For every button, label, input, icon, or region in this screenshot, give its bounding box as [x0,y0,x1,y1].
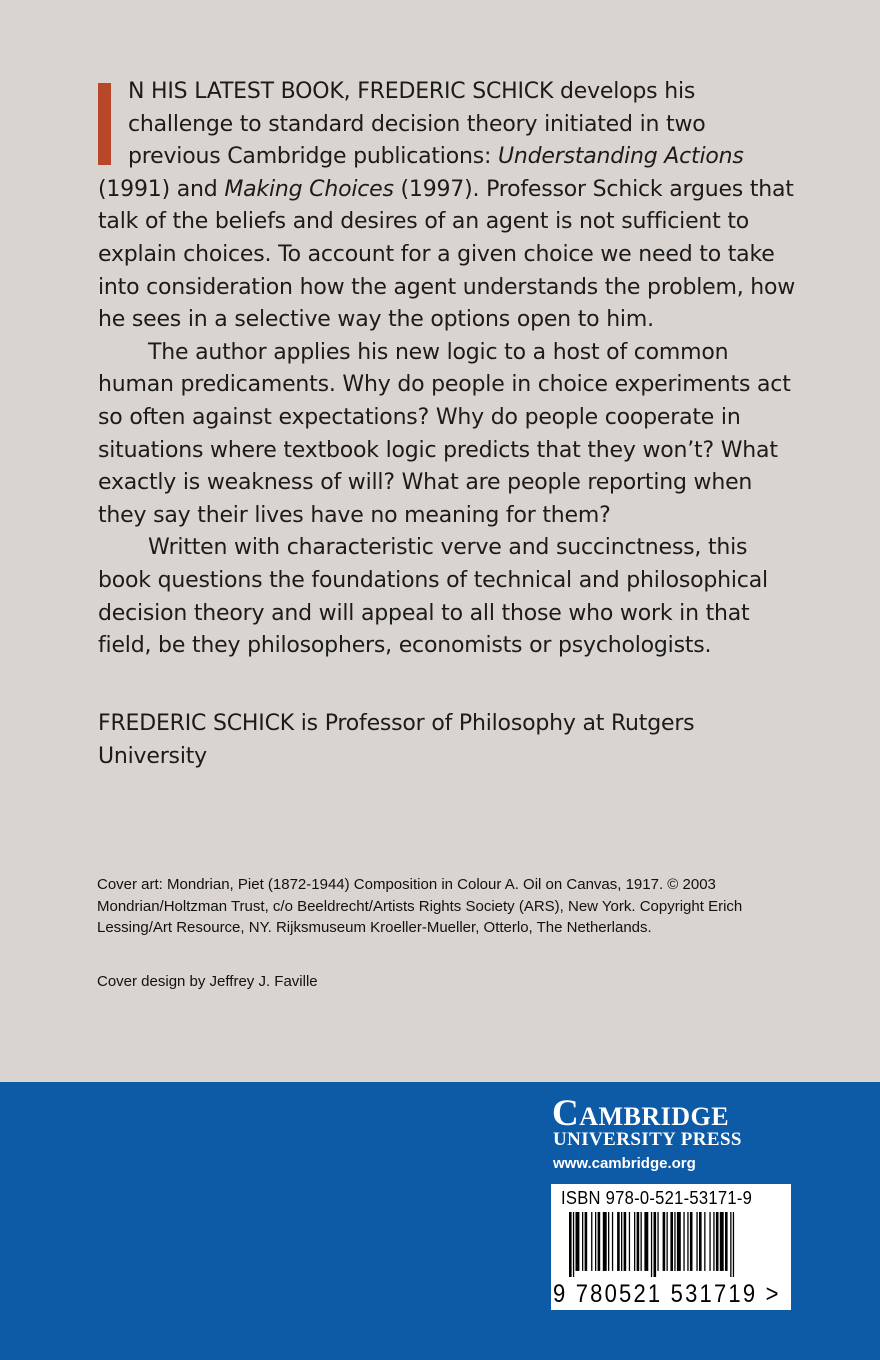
barcode-bar [709,1212,710,1271]
book-title-understanding-actions: Understanding Actions [498,144,744,170]
barcode-bar [690,1212,693,1271]
p1-line-4: (1991) and [98,176,225,202]
barcode-bar [720,1212,724,1271]
barcode-bar [641,1212,642,1271]
barcode-bar [569,1212,572,1277]
paragraph-1 [98,76,798,337]
barcode-bar [634,1212,635,1271]
cover-art-credits: Cover art: Mondrian, Piet (1872-1944) Composition in Colour A. Oil on Canvas, 1917. © 2003 Mondrian/Holtzman Trust, c/o Beeldrecht/Artists Rights Society (ARS), New York. Copyright Erich Lessing/Art Resource, NY. Rijksmuseum Kroeller-Mueller, Otterlo, The Netherlands. [97,876,743,936]
book-title-making-choices: Making Choices [224,176,394,202]
paragraph-2: The author applies his new logic to a host of common human predicaments. Why do people in choice experiments act so often against expectations? Why do people cooperate in situations where textbook logic predicts that they won’t? What exactly is weakness of will? What are people reporting when they say their lives have no meaning for them? [98,339,791,528]
barcode-bar [663,1212,666,1271]
barcode-bar [573,1212,574,1277]
barcode-bar [667,1212,668,1271]
barcode-bar [617,1212,620,1271]
barcode-bar [603,1212,607,1271]
barcode-bar [674,1212,675,1271]
description-text [98,76,798,663]
barcode-bar [651,1212,652,1277]
barcode-number: 9 780521 531719 > [553,1280,781,1308]
barcode-bar [582,1212,583,1271]
barcode-bars [569,1212,779,1277]
barcode-bar [598,1212,601,1271]
barcode-bar [621,1212,622,1271]
publisher-name: Cambridge [552,1093,730,1134]
paragraph-3: Written with characteristic verve and succinctness, this book questions the foundations of technical and philosophical decision theory and will appeal to all those who work in that field, be they philosophers, economists or psychologists. [98,535,768,659]
barcode-bar [657,1212,658,1271]
barcode-bar [585,1212,588,1271]
p1-rest: (1997). Professor Schick argues that talk of the beliefs and desires of an agent is not sufficient to explain choices. To account for a given choice we need to take into consideration how the agent understands the problem, how he sees in a selective way the options open to him. [98,176,796,333]
barcode-bar [699,1212,702,1271]
barcode-bar [716,1212,719,1271]
barcode-bar [696,1212,697,1271]
barcode-bar [725,1212,728,1271]
barcode-bar [713,1212,714,1271]
barcode-box [551,1184,791,1310]
publisher-url: www.cambridge.org [553,1155,696,1172]
barcode-bar [629,1212,630,1271]
p1-line-2: challenge to standard decision theory initiated in two [128,111,706,137]
barcode-bar [637,1212,640,1271]
isbn-label: ISBN 978-0-521-53171-9 [561,1188,753,1208]
barcode-bar [730,1212,731,1277]
author-bio: FREDERIC SCHICK is Professor of Philosophy at Rutgers University [98,711,695,769]
barcode-bar [704,1212,705,1271]
barcode-bar [644,1212,648,1271]
barcode-bar [677,1212,681,1271]
p1-line-3: previous Cambridge publications: [128,144,498,170]
publisher-subtitle: UNIVERSITY PRESS [553,1129,742,1150]
barcode-bar [591,1212,592,1271]
barcode-bar [624,1212,627,1271]
barcode-bar [654,1212,657,1277]
barcode-bar [608,1212,609,1271]
barcode-bar [595,1212,596,1271]
barcode-bar [612,1212,613,1271]
barcode-bar [576,1212,580,1271]
p1-line-1: N HIS LATEST BOOK, FREDERIC SCHICK develops his [128,79,696,104]
barcode-bar [687,1212,688,1271]
cover-design-credit: Cover design by Jeffrey J. Faville [97,973,318,990]
barcode-bar [733,1212,734,1277]
barcode-bar [683,1212,684,1271]
barcode-bar [670,1212,673,1271]
